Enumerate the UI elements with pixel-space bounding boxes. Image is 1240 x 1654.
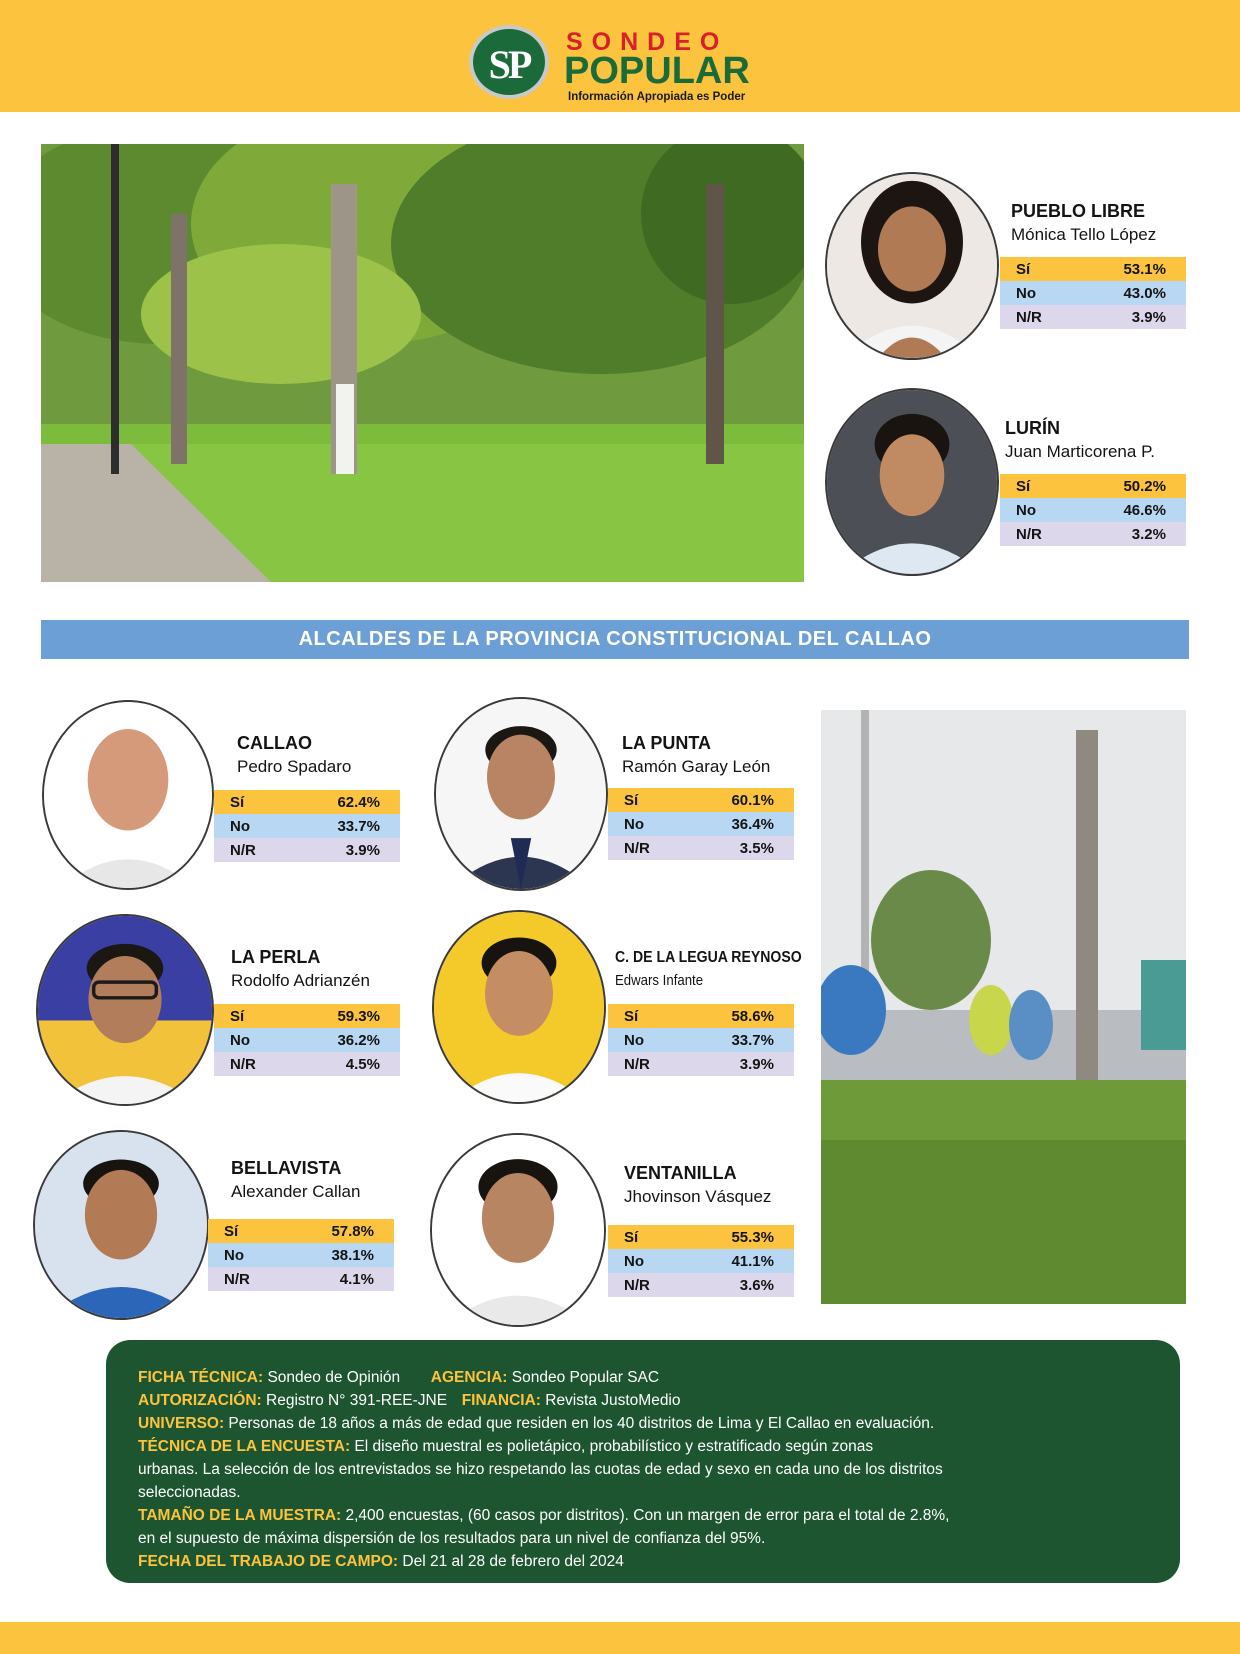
ficha-key: FECHA DEL TRABAJO DE CAMPO:	[138, 1553, 399, 1570]
ficha-key: AUTORIZACIÓN:	[138, 1392, 262, 1409]
ficha-value: Sondeo de Opinión	[263, 1369, 401, 1386]
ficha-line-6: seleccionadas.	[138, 1484, 241, 1501]
district-name: CALLAO	[237, 733, 312, 753]
technical-sheet-box	[106, 1340, 1180, 1583]
row-value: 3.9%	[345, 842, 380, 859]
results-table	[214, 790, 400, 862]
row-label: Sí	[624, 1229, 639, 1246]
row-no	[214, 814, 400, 838]
ficha-line-1	[138, 1369, 659, 1387]
row-value: 50.2%	[1123, 478, 1166, 495]
candidate-name: Rodolfo Adrianzén	[231, 971, 370, 990]
row-si	[214, 1004, 400, 1028]
row-nr	[608, 1052, 794, 1076]
row-nr	[214, 838, 400, 862]
candidate-name: Alexander Callan	[231, 1182, 361, 1201]
row-label: N/R	[230, 1056, 256, 1073]
park-photo	[41, 144, 804, 582]
results-table	[208, 1219, 394, 1291]
district-name: BELLAVISTA	[231, 1158, 342, 1178]
row-si	[1000, 257, 1186, 281]
ficha-key: UNIVERSO:	[138, 1415, 225, 1432]
ficha-line-2	[138, 1392, 681, 1410]
row-value: 57.8%	[331, 1223, 374, 1240]
ficha-key: FINANCIA:	[461, 1392, 541, 1409]
row-no	[608, 1028, 794, 1052]
row-value: 38.1%	[331, 1247, 374, 1264]
section-title-bar: ALCALDES DE LA PROVINCIA CONSTITUCIONAL DEL CALLAO	[41, 620, 1189, 659]
ficha-line-5: urbanas. La selección de los entrevistados se hizo respetando las cuotas de edad y sexo en cada uno de los distritos	[138, 1461, 943, 1478]
footer-bar	[0, 1622, 1240, 1654]
row-value: 36.4%	[731, 816, 774, 833]
candidate-name: Juan Marticorena P.	[1005, 442, 1155, 461]
results-table	[1000, 474, 1186, 546]
row-si	[608, 1004, 794, 1028]
row-value: 36.2%	[337, 1032, 380, 1049]
row-no	[1000, 498, 1186, 522]
row-value: 55.3%	[731, 1229, 774, 1246]
row-value: 46.6%	[1123, 502, 1166, 519]
ficha-value: Personas de 18 años a más de edad que residen en los 40 distritos de Lima y El Callao en evaluación.	[224, 1415, 935, 1432]
row-value: 3.2%	[1131, 526, 1166, 543]
ficha-line-7	[138, 1507, 949, 1525]
row-value: 33.7%	[337, 818, 380, 835]
candidate-photo-callao	[42, 700, 214, 890]
row-value: 62.4%	[337, 794, 380, 811]
row-value: 59.3%	[337, 1008, 380, 1025]
row-value: 58.6%	[731, 1008, 774, 1025]
ficha-line-3	[138, 1415, 934, 1433]
row-nr	[608, 836, 794, 860]
brand-top-text: SONDEO	[566, 28, 729, 56]
row-label: Sí	[230, 1008, 245, 1025]
row-nr	[214, 1052, 400, 1076]
row-label: Sí	[624, 1008, 639, 1025]
candidate-photo-lurin	[825, 388, 999, 576]
row-label: N/R	[624, 840, 650, 857]
candidate-name: Edwars Infante	[615, 972, 704, 989]
row-label: No	[230, 818, 250, 835]
row-value: 3.9%	[1131, 309, 1166, 326]
ficha-value: El diseño muestral es polietápico, probabilístico y estratificado según zonas	[350, 1438, 874, 1455]
results-table	[608, 788, 794, 860]
results-table	[608, 1225, 794, 1297]
row-value: 41.1%	[731, 1253, 774, 1270]
row-label: No	[230, 1032, 250, 1049]
ficha-key: FICHA TÉCNICA:	[138, 1369, 264, 1386]
ficha-value: Del 21 al 28 de febrero del 2024	[398, 1553, 624, 1570]
row-label: No	[1016, 285, 1036, 302]
candidate-name: Jhovinson Vásquez	[624, 1187, 772, 1206]
brand-tagline: Información Apropiada es Poder	[568, 91, 746, 103]
candidate-photo-la-punta	[434, 697, 608, 891]
ficha-line-4	[138, 1438, 873, 1456]
results-table	[214, 1004, 400, 1076]
sp-logo-badge	[469, 25, 549, 99]
row-label: Sí	[230, 794, 245, 811]
ficha-value: Revista JustoMedio	[540, 1392, 681, 1409]
district-name: VENTANILLA	[624, 1163, 737, 1183]
row-label: No	[624, 1253, 644, 1270]
row-value: 3.6%	[739, 1277, 774, 1294]
candidate-photo-la-perla	[36, 914, 214, 1106]
candidate-photo-c-de-la-legua	[432, 910, 606, 1104]
row-si	[1000, 474, 1186, 498]
results-table	[1000, 257, 1186, 329]
row-no	[214, 1028, 400, 1052]
row-label: N/R	[1016, 526, 1042, 543]
row-value: 33.7%	[731, 1032, 774, 1049]
logo-initials: SP	[488, 42, 530, 87]
row-nr	[1000, 305, 1186, 329]
row-value: 4.1%	[339, 1271, 374, 1288]
row-value: 3.9%	[739, 1056, 774, 1073]
candidate-name: Mónica Tello López	[1011, 225, 1157, 244]
ficha-value: 2,400 encuestas, (60 casos por distritos). Con un margen de error para el total de 2.8%,	[341, 1507, 950, 1524]
row-label: No	[624, 816, 644, 833]
brand-main-text: POPULAR	[564, 50, 750, 92]
row-label: Sí	[1016, 261, 1031, 278]
row-label: N/R	[1016, 309, 1042, 326]
row-label: N/R	[624, 1056, 650, 1073]
row-value: 4.5%	[345, 1056, 380, 1073]
row-label: N/R	[624, 1277, 650, 1294]
ficha-key: TAMAÑO DE LA MUESTRA:	[138, 1507, 342, 1524]
district-name: C. DE LA LEGUA REYNOSO	[615, 949, 802, 966]
ficha-line-9	[138, 1553, 624, 1571]
ficha-value: Sondeo Popular SAC	[507, 1369, 660, 1386]
row-label: N/R	[230, 842, 256, 859]
row-value: 53.1%	[1123, 261, 1166, 278]
results-table	[608, 1004, 794, 1076]
ficha-value: Registro N° 391-REE-JNE	[261, 1392, 448, 1409]
district-name: LA PUNTA	[622, 733, 711, 753]
candidate-photo-ventanilla	[430, 1133, 606, 1327]
row-value: 3.5%	[739, 840, 774, 857]
row-label: Sí	[624, 792, 639, 809]
row-label: Sí	[224, 1223, 239, 1240]
row-label: No	[224, 1247, 244, 1264]
row-nr	[608, 1273, 794, 1297]
row-label: N/R	[224, 1271, 250, 1288]
row-label: Sí	[1016, 478, 1031, 495]
gardening-photo	[821, 710, 1186, 1304]
ficha-line-8: en el supuesto de máxima dispersión de los resultados para un nivel de confianza del 95%.	[138, 1530, 766, 1547]
row-value: 43.0%	[1123, 285, 1166, 302]
ficha-key: AGENCIA:	[430, 1369, 508, 1386]
ficha-key: TÉCNICA DE LA ENCUESTA:	[138, 1438, 351, 1455]
row-no	[1000, 281, 1186, 305]
candidate-name: Pedro Spadaro	[237, 757, 352, 776]
row-si	[214, 790, 400, 814]
row-no	[208, 1243, 394, 1267]
district-name: LA PERLA	[231, 947, 321, 967]
row-value: 60.1%	[731, 792, 774, 809]
row-nr	[1000, 522, 1186, 546]
district-name: LURÍN	[1005, 418, 1060, 438]
row-no	[608, 812, 794, 836]
row-no	[608, 1249, 794, 1273]
district-name: PUEBLO LIBRE	[1011, 201, 1146, 221]
candidate-name: Ramón Garay León	[622, 757, 771, 776]
row-si	[208, 1219, 394, 1243]
row-si	[608, 1225, 794, 1249]
row-nr	[208, 1267, 394, 1291]
candidate-photo-pueblo-libre	[825, 172, 999, 360]
candidate-photo-bellavista	[33, 1130, 209, 1320]
row-label: No	[624, 1032, 644, 1049]
header-bar	[0, 0, 1240, 112]
row-si	[608, 788, 794, 812]
row-label: No	[1016, 502, 1036, 519]
